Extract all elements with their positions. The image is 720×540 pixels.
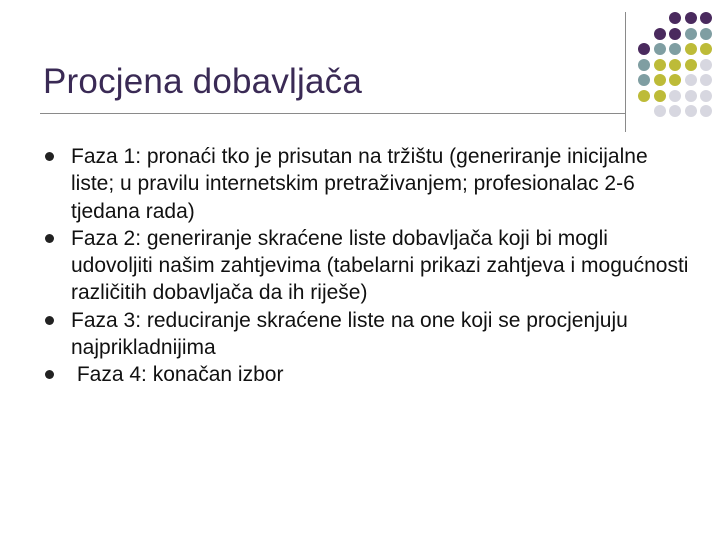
decorative-dot [669, 74, 681, 86]
bullet-marker-icon [45, 370, 54, 379]
bullet-text: Faza 2: generiranje skraćene liste dobavljača koji bi mogli udovoljiti našim zahtjevima (tabelarni prikazi zahtjeva i mogućnosti različitih dobavljača da ih riješe) [71, 226, 689, 305]
decorative-dot [638, 59, 650, 71]
decorative-dot [669, 90, 681, 102]
bullet-text: Faza 1: pronaći tko je prisutan na tržištu (generiranje inicijalne liste; u pravilu internetskim pretraživanjem; profesionalac 2-6 tjedana rada) [71, 145, 648, 223]
bullet-item [43, 361, 693, 388]
bullet-list [43, 143, 693, 389]
decorative-dot [685, 74, 697, 86]
title-underline [40, 113, 625, 114]
bullet-item [43, 225, 693, 307]
decorative-dot [700, 59, 712, 71]
bullet-text: Faza 4: konačan izbor [71, 363, 284, 387]
decorative-dot [685, 12, 697, 24]
decorative-dot [700, 43, 712, 55]
decorative-dot [654, 43, 666, 55]
decorative-dot [654, 59, 666, 71]
decorative-dot [669, 43, 681, 55]
decorative-dot [654, 74, 666, 86]
decorative-dot [700, 90, 712, 102]
decorative-dot [700, 28, 712, 40]
decorative-vertical-line [625, 12, 626, 132]
decorative-dot [669, 12, 681, 24]
decorative-dot [638, 90, 650, 102]
decorative-dot [685, 43, 697, 55]
decorative-dot [700, 105, 712, 117]
bullet-text: Faza 3: reduciranje skraćene liste na one koji se procjenjuju najprikladnijima [71, 308, 628, 360]
bullet-item [43, 143, 693, 225]
decorative-dot [700, 74, 712, 86]
slide-title: Procjena dobavljača [43, 62, 363, 101]
decorative-dot [654, 90, 666, 102]
bullet-marker-icon [45, 234, 54, 243]
decorative-dot [685, 105, 697, 117]
decorative-dot [669, 59, 681, 71]
bullet-marker-icon [45, 316, 54, 325]
decorative-dot [685, 59, 697, 71]
decorative-dot [654, 105, 666, 117]
bullet-item [43, 307, 693, 362]
decorative-dot [654, 28, 666, 40]
decorative-dot [685, 90, 697, 102]
decorative-dot [669, 28, 681, 40]
decorative-dot-grid [638, 12, 718, 122]
decorative-dot [669, 105, 681, 117]
bullet-marker-icon [45, 152, 54, 161]
decorative-dot [638, 43, 650, 55]
decorative-dot [700, 12, 712, 24]
decorative-dot [638, 74, 650, 86]
decorative-dot [685, 28, 697, 40]
